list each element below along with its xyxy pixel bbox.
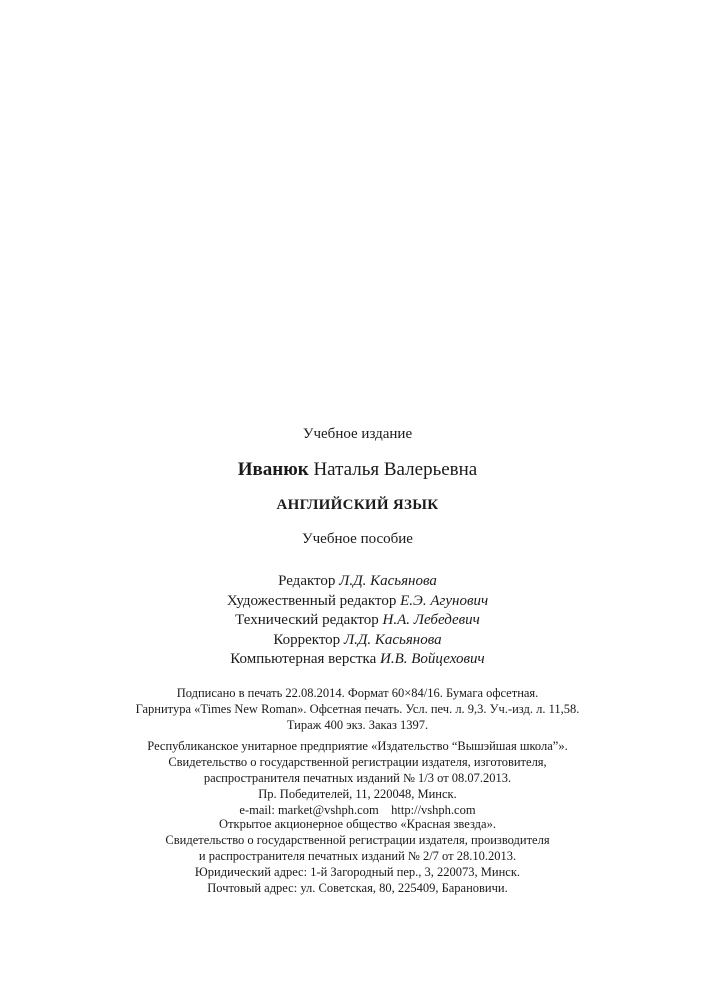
print-info-line: Гарнитура «Times New Roman». Офсетная печать. Усл. печ. л. 9,3. Уч.-изд. л. 11,58. <box>135 702 580 716</box>
printer-block <box>0 816 715 896</box>
credit-role: Художественный редактор <box>226 592 397 609</box>
printer-line: Свидетельство о государственной регистрации издателя, производителя <box>165 833 550 847</box>
print-info-line: Подписано в печать 22.08.2014. Формат 60×84/16. Бумага офсетная. <box>176 686 539 700</box>
credit-person: Е.Э. Агунович <box>400 592 489 609</box>
book-type: Учебное пособие <box>302 531 413 547</box>
print-info-line: Тираж 400 экз. Заказ 1397. <box>286 718 429 732</box>
credit-person: И.В. Войцехович <box>380 651 485 667</box>
credit-line-proofreader <box>0 631 715 651</box>
credit-line-art-editor <box>0 592 715 612</box>
author-given-names: Наталья Валерьевна <box>313 459 478 480</box>
credit-line-layout <box>0 650 715 670</box>
credit-role: Корректор <box>273 631 341 648</box>
credit-person: Л.Д. Касьянова <box>339 573 437 589</box>
credit-role: Технический редактор <box>235 612 379 628</box>
publisher-block <box>0 738 715 818</box>
credits-block <box>0 572 715 670</box>
printer-line: Юридический адрес: 1-й Загородный пер., 3, 220073, Минск. <box>194 865 521 879</box>
printer-line: Открытое акционерное общество «Красная звезда». <box>219 817 496 831</box>
credit-person: Н.А. Лебедевич <box>382 612 480 628</box>
publisher-line: распространителя печатных изданий № 1/3 от 08.07.2013. <box>203 771 512 785</box>
credit-person: Л.Д. Касьянова <box>343 631 442 648</box>
author-surname: Иванюк <box>237 459 309 480</box>
publisher-line: Свидетельство о государственной регистрации издателя, изготовителя, <box>168 755 547 769</box>
credit-line-editor <box>0 572 715 592</box>
author-name <box>0 459 715 481</box>
book-title: АНГЛИЙСКИЙ ЯЗЫК <box>276 497 439 513</box>
print-info-block <box>0 685 715 733</box>
edition-type: Учебное издание <box>302 426 413 442</box>
publisher-line: Республиканское унитарное предприятие «Издательство “Вышэйшая школа”». <box>147 739 568 753</box>
publisher-contact-line: e-mail: market@vshph.com http://vshph.com <box>239 803 476 817</box>
publisher-line: Пр. Победителей, 11, 220048, Минск. <box>258 787 457 801</box>
printer-line: и распространителя печатных изданий № 2/7 от 28.10.2013. <box>198 849 517 863</box>
credit-line-tech-editor <box>0 611 715 631</box>
credit-role: Редактор <box>278 573 336 589</box>
printer-line: Почтовый адрес: ул. Советская, 80, 225409, Барановичи. <box>207 881 508 895</box>
credit-role: Компьютерная верстка <box>230 651 377 667</box>
